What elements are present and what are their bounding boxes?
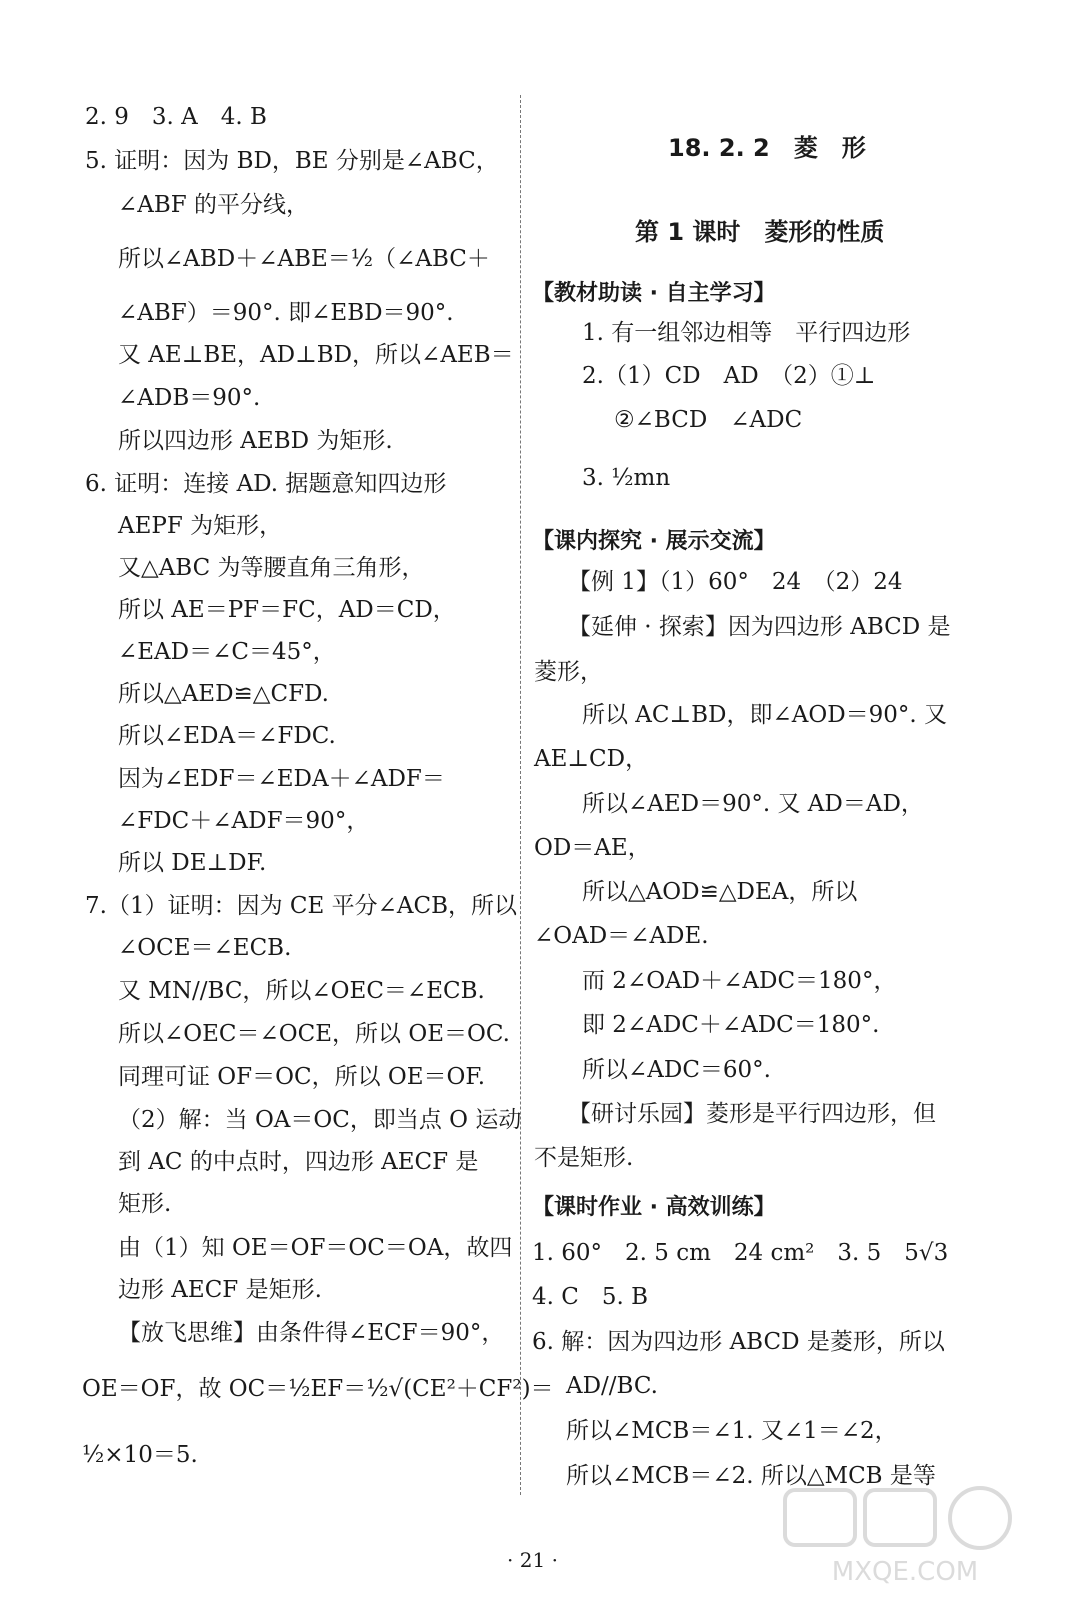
answer-line: 所以∠ABD＋∠ABE＝½（∠ABC＋ [118, 246, 490, 272]
section-header: 【教材助读 · 自主学习】 [532, 281, 776, 306]
answer-line: 所以∠OEC＝∠OCE，所以 OE＝OC. [118, 1021, 510, 1047]
answer-line: 所以∠MCB＝∠2. 所以△MCB 是等 [566, 1463, 936, 1489]
answer-line: 所以 AC⊥BD，即∠AOD＝90°. 又 [582, 702, 948, 728]
site-watermark-logo [775, 1480, 1035, 1590]
answer-line: ∠ADB＝90°. [118, 385, 261, 411]
answer-line: 所以∠MCB＝∠1. 又∠1＝∠2， [566, 1418, 898, 1444]
answer-line: 【放飞思维】由条件得∠ECF＝90°， [118, 1320, 505, 1346]
answer-line: ½×10＝5. [82, 1442, 198, 1468]
answer-line: 所以∠AED＝90°. 又 AD＝AD， [582, 791, 924, 817]
answer-line: 所以∠ADC＝60°. [582, 1057, 771, 1083]
answer-line: 所以∠EDA＝∠FDC. [118, 723, 336, 749]
answer-line: 所以 DE⊥DF. [118, 850, 267, 876]
answer-line: 所以△AED≌△CFD. [118, 681, 329, 707]
answer-line: 又△ABC 为等腰直角三角形， [118, 555, 425, 581]
answer-line: 6. 解：因为四边形 ABCD 是菱形，所以 [532, 1329, 945, 1355]
page-number: · 21 · [507, 1548, 558, 1572]
answer-line: 2. 9 3. A 4. B [85, 104, 267, 130]
answer-line: AEPF 为矩形， [118, 513, 283, 539]
answer-line: ∠ABF）＝90°. 即∠EBD＝90°. [118, 300, 454, 326]
answer-line: 不是矩形. [534, 1145, 634, 1171]
answer-line: 1. 有一组邻边相等 平行四边形 [582, 320, 911, 346]
answer-line: AD//BC. [566, 1373, 658, 1399]
answer-line: ∠FDC＋∠ADF＝90°， [118, 808, 370, 834]
answer-line: 所以△AOD≌△DEA，所以 [582, 879, 858, 905]
answer-line: 由（1）知 OE＝OF＝OC＝OA，故四 [118, 1235, 513, 1261]
answer-line: OE＝OF，故 OC＝½EF＝½√(CE²＋CF²)＝ [82, 1376, 554, 1402]
answer-line: ∠OAD＝∠ADE. [534, 923, 709, 949]
section-title: 18. 2. 2 菱 形 [668, 134, 866, 162]
answer-line: 4. C 5. B [532, 1284, 649, 1310]
answer-line: 3. ½mn [582, 465, 671, 491]
answer-line: AE⊥CD， [534, 746, 649, 772]
answer-line: 5. 证明：因为 BD，BE 分别是∠ABC， [85, 148, 499, 174]
answer-line: 边形 AECF 是矩形. [118, 1277, 322, 1303]
answer-line: 而 2∠OAD＋∠ADC＝180°， [582, 968, 897, 994]
answer-line: ∠OCE＝∠ECB. [118, 935, 292, 961]
answer-line: 【延伸 · 探索】因为四边形 ABCD 是 [568, 614, 951, 640]
answer-line: 2.（1）CD AD （2）①⊥ [582, 363, 876, 389]
answer-line: 即 2∠ADC＋∠ADC＝180°. [582, 1012, 880, 1038]
answer-line: 菱形， [534, 659, 603, 685]
answer-line: （2）解：当 OA＝OC，即当点 O 运动 [118, 1107, 522, 1133]
answer-line: 又 AE⊥BE，AD⊥BD，所以∠AEB＝ [118, 342, 514, 368]
answer-line: 同理可证 OF＝OC，所以 OE＝OF. [118, 1064, 486, 1090]
answer-line: 7.（1）证明：因为 CE 平分∠ACB，所以 [85, 893, 517, 919]
answer-line: 所以四边形 AEBD 为矩形. [118, 428, 393, 454]
answer-line: ∠ABF 的平分线， [118, 192, 310, 218]
watermark-text: MXQE.COM [831, 1557, 979, 1587]
answer-line: 6. 证明：连接 AD. 据题意知四边形 [85, 471, 447, 497]
answer-line: 矩形. [118, 1191, 172, 1217]
section-header: 【课时作业 · 高效训练】 [532, 1195, 776, 1220]
answer-line: 所以 AE＝PF＝FC，AD＝CD， [118, 597, 456, 623]
answer-line: 因为∠EDF＝∠EDA＋∠ADF＝ [118, 766, 445, 792]
answer-line: ∠EAD＝∠C＝45°， [118, 639, 336, 665]
answer-line: ②∠BCD ∠ADC [614, 407, 803, 433]
answer-line: 1. 60° 2. 5 cm 24 cm² 3. 5 5√3 [532, 1240, 949, 1266]
column-divider [520, 95, 521, 1495]
answer-line: 【例 1】（1）60° 24 （2）24 [568, 569, 903, 595]
answer-line: 又 MN//BC，所以∠OEC＝∠ECB. [118, 978, 485, 1004]
answer-line: 到 AC 的中点时，四边形 AECF 是 [118, 1149, 479, 1175]
lesson-title: 第 1 课时 菱形的性质 [635, 218, 885, 246]
section-header: 【课内探究 · 展示交流】 [532, 529, 776, 554]
answer-line: OD＝AE， [534, 835, 651, 861]
answer-line: 【研讨乐园】菱形是平行四边形，但 [568, 1101, 936, 1127]
